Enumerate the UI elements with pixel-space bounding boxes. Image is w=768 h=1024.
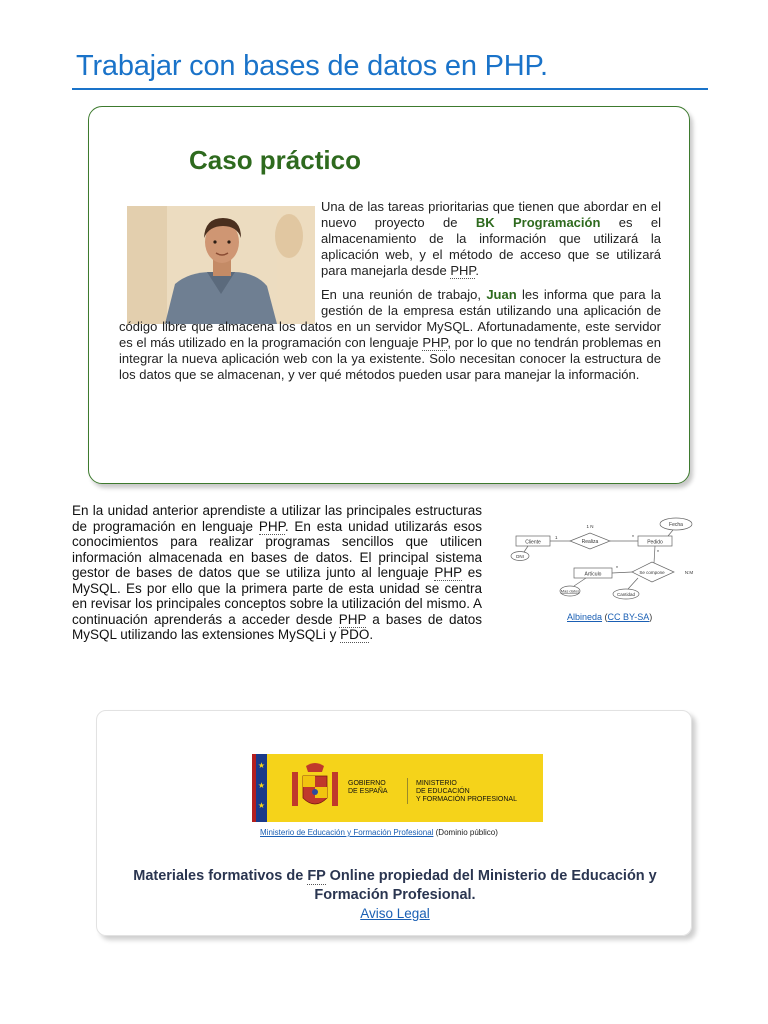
- cardinality-star: *: [616, 566, 618, 572]
- attribute-mas-datos-label: Mas datos: [560, 588, 580, 594]
- cardinality-one: 1: [555, 535, 558, 540]
- entity-pedido-label: Pedido: [647, 539, 663, 546]
- er-diagram: [508, 512, 703, 608]
- logo-credit: Ministerio de Educación y Formación Profesional (Dominio público): [260, 828, 498, 837]
- footer-ownership-text: Materiales formativos de FP Online propiedad del Ministerio de Educación y Formación Profesional.: [133, 868, 657, 903]
- diagram-credit: Albineda (CC BY-SA): [567, 612, 653, 622]
- intro-paragraph: En la unidad anterior aprendiste a utilizar las principales estructuras de programación en lenguaje PHP. En esta unidad utilizarás esos conocimientos para realizar programas sencillos que utilicen información almacenada en bases de datos. El principal sistema gestor de bases de datos que se utiliza junto al lenguaje PHP es MySQL. Es por ello que la primera parte de esta unidad se centra en revisar los principales conceptos sobre la utilización del mismo. A continuación aprenderás a acceder desde PHP a bases de datos MySQL utilizando las extensiones MySQLi y PDO.: [72, 503, 483, 642]
- svg-text:★: ★: [257, 801, 266, 810]
- cardinality-nm: N:M: [684, 570, 694, 575]
- fp-term-link[interactable]: FP: [307, 868, 326, 884]
- entity-cliente-label: Cliente: [525, 539, 541, 546]
- footer-box: [96, 710, 692, 936]
- case-study-box: [88, 106, 690, 484]
- case-study-text: [119, 199, 661, 391]
- php-term-link[interactable]: PHP: [434, 565, 462, 580]
- attribute-fecha-label: Fecha: [669, 522, 683, 528]
- attribute-cantidad-label: Cantidad: [616, 592, 636, 597]
- entity-articulo-label: Artículo: [584, 571, 602, 578]
- php-term-link[interactable]: PHP: [338, 611, 367, 627]
- logo-ministerio-text: MINISTERIO DE EDUCACIÓN Y FORMACIÓN PROFESIONAL: [416, 780, 517, 803]
- case-paragraph-2: En una reunión de trabajo, Juan les informa que para la gestión de la empresa están utilizando una aplicación de código libre que almacena los datos en un servidor MySQL. Afortunadamente, este servidor es el más utilizado en la programación con lenguaje PHP, por lo que no tendrán problemas en integrar la nueva aplicación web con la ya existente. Solo necesitan conocer la estructura de los datos que se almacenan, y ver qué métodos pueden usar para manejar la información.: [119, 287, 662, 382]
- relation-realiza-label: Realiza: [581, 539, 599, 545]
- svg-text:★: ★: [257, 781, 266, 790]
- coat-of-arms-icon: [290, 762, 340, 814]
- svg-text:★: ★: [257, 761, 266, 770]
- case-paragraph-1: Una de las tareas prioritarias que tienen que abordar en el nuevo proyecto de BK Programación es el almacenamiento de la información que utilizará la aplicación web, y el método de acceso que se utilizará para manejarla desde PHP.: [321, 199, 661, 278]
- ministry-link[interactable]: Ministerio de Educación y Formación Profesional: [260, 828, 434, 837]
- cardinality-1n: 1 N: [586, 524, 594, 529]
- php-term-link[interactable]: PHP: [422, 335, 448, 350]
- title-rule: [72, 88, 708, 90]
- ministry-logo: [252, 754, 543, 822]
- cardinality-star: *: [632, 535, 634, 541]
- eu-stars-icon: [256, 754, 267, 822]
- cardinality-star: *: [657, 550, 659, 556]
- php-term-link[interactable]: PHP: [258, 518, 285, 534]
- diagram-license-link[interactable]: CC BY-SA: [607, 612, 650, 622]
- aviso-legal-link[interactable]: Aviso Legal: [360, 906, 430, 921]
- page-title: Trabajar con bases de datos en PHP.: [76, 50, 548, 82]
- php-term-link[interactable]: PHP: [450, 263, 476, 278]
- legal-notice: [97, 906, 693, 921]
- pdo-term-link[interactable]: PDO: [340, 627, 370, 642]
- case-study-title: Caso práctico: [189, 145, 361, 175]
- logo-separator: [407, 778, 408, 804]
- attribute-dni-label: DNI: [516, 554, 524, 559]
- relation-se-compone-label: Se compone: [639, 570, 665, 575]
- diagram-author-link[interactable]: Albineda: [567, 612, 603, 622]
- logo-gobierno-text: GOBIERNO DE ESPAÑA: [348, 780, 388, 795]
